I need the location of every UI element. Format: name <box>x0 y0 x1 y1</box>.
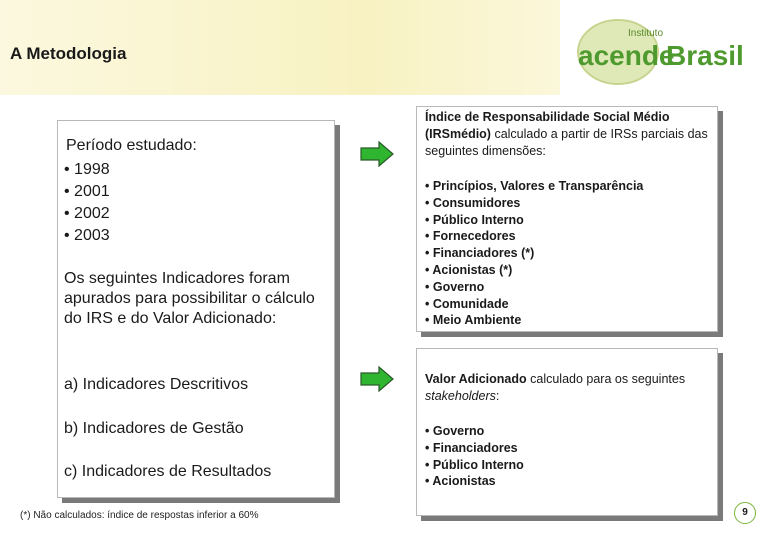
acende-brasil-logo <box>570 10 770 88</box>
left-panel <box>57 120 335 498</box>
arrow-right-icon <box>360 141 394 167</box>
list-item: • Público Interno <box>425 457 524 472</box>
list-item: • Financiadores <box>425 440 518 455</box>
year-item: • 2003 <box>64 227 110 244</box>
logo-brasil: Brasil <box>666 40 744 71</box>
indicator-descritivos: a) Indicadores Descritivos <box>64 376 249 393</box>
list-item: • Governo <box>425 424 485 438</box>
list-item: • Acionistas <box>425 474 496 489</box>
valor-adicionado-title: Valor Adicionado calculado para os seguintes stakeholders: <box>425 372 686 403</box>
year-item: • 1998 <box>64 161 110 178</box>
list-item: • Consumidores <box>425 195 521 210</box>
list-item: • Fornecedores <box>425 229 516 244</box>
logo-acende: acende <box>578 40 675 71</box>
year-item: • 2002 <box>64 205 110 222</box>
year-item: • 2001 <box>64 183 110 200</box>
arrow-right-icon <box>360 366 394 392</box>
logo-instituto: Instituto <box>628 28 664 39</box>
indicator-resultados: c) Indicadores de Resultados <box>64 463 272 480</box>
list-item: • Governo <box>425 279 485 294</box>
list-item: • Financiadores (*) <box>425 246 535 261</box>
periodo-label: Período estudado: <box>66 137 197 154</box>
indicator-gestao: b) Indicadores de Gestão <box>64 420 244 437</box>
page-title: A Metodologia <box>10 44 127 63</box>
list-item: • Acionistas (*) <box>425 262 513 277</box>
stakeholder-list <box>425 423 713 490</box>
irs-title: Índice de Responsabilidade Social Médio (IRSmédio) calculado a partir de IRSs parciais das seguintes dimensões: <box>425 110 708 158</box>
list-item: • Meio Ambiente <box>425 313 522 328</box>
indicators-intro: Os seguintes Indicadores foram apurados para possibilitar o cálculo do IRS e do Valor Adicionado: <box>64 270 315 327</box>
page-number: 9 <box>734 502 756 524</box>
irs-panel <box>416 106 718 332</box>
list-item: • Princípios, Valores e Transparência <box>425 179 644 193</box>
valor-adicionado-panel <box>416 348 718 516</box>
dimension-list <box>425 178 713 329</box>
list-item: • Comunidade <box>425 296 509 311</box>
list-item: • Público Interno <box>425 212 524 227</box>
footnote: (*) Não calculados: índice de respostas inferior a 60% <box>20 510 259 521</box>
year-list <box>64 159 110 247</box>
